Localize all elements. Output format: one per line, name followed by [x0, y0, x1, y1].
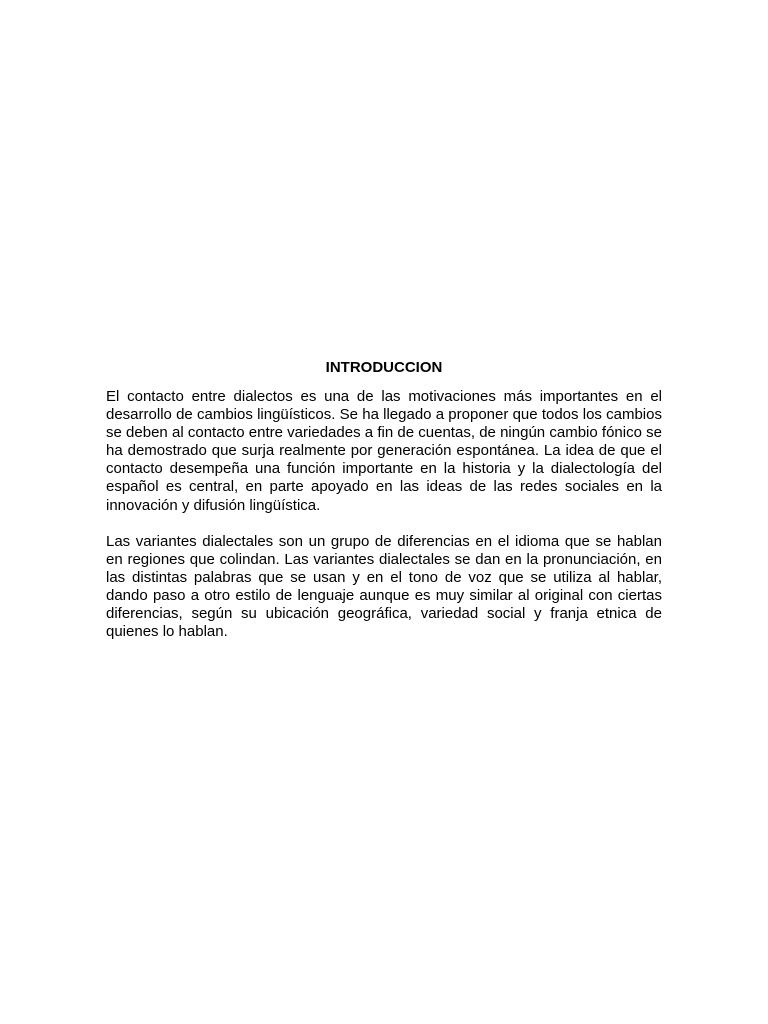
section-heading: INTRODUCCION	[325, 359, 443, 376]
paragraph-1: El contacto entre dialectos es una de las motivaciones más importantes en el desarrollo de cambios lingüísticos. Se ha llegado a proponer que todos los cambios se deben al contacto entre variedades a fin de cuentas, de ningún cambio fónico se ha demostrado que surja realmente por generación espontánea. La idea de que el contacto desempeña una función importante en la historia y la dialectología del español es central, en parte apoyado en las ideas de las redes sociales en la innovación y difusión lingüística.	[106, 388, 662, 514]
paragraph-2: Las variantes dialectales son un grupo de diferencias en el idioma que se hablan en regiones que colindan. Las variantes dialectales se dan en la pronunciación, en las distintas palabras que se usan y en el tono de voz que se utiliza al hablar, dando paso a otro estilo de lenguaje aunque es muy similar al original con ciertas diferencias, según su ubicación geográfica, variedad social y franja etnica de quienes lo hablan.	[106, 532, 662, 641]
document-body	[106, 358, 662, 659]
